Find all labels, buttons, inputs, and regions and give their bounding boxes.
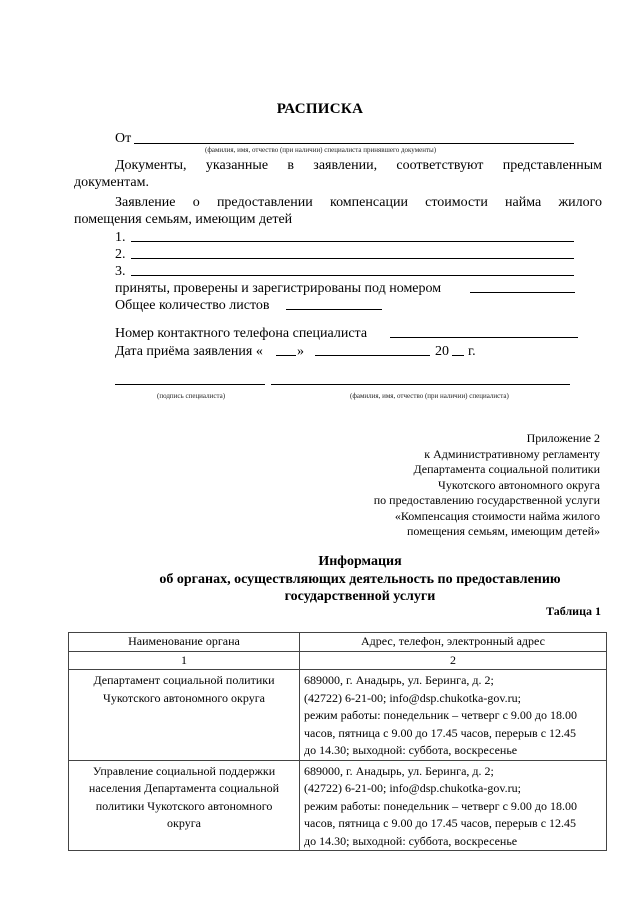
date-day-line[interactable] xyxy=(276,355,296,356)
table-header-row xyxy=(69,633,607,652)
col2-header: Адрес, телефон, электронный адрес xyxy=(300,633,607,652)
receipt-title: РАСПИСКА xyxy=(276,101,364,117)
info-heading-2: об органах, осуществляющих деятельность по предоставлению xyxy=(159,572,561,587)
item-1-line[interactable] xyxy=(131,241,574,242)
specialist-name-hint: (фамилия, имя, отчество (при наличии) специалиста) xyxy=(350,392,509,400)
agencies-table xyxy=(68,632,607,851)
address-line[interactable]: (42722) 6-21-00; info@dsp.chukotka-gov.ru; xyxy=(304,690,521,705)
appendix-line: Департамента социальной политики xyxy=(413,462,600,476)
item-1-label: 1. xyxy=(115,230,126,245)
date-year-prefix: 20 xyxy=(435,344,449,359)
agency-name-cell xyxy=(69,760,300,851)
address-line: до 14.30; выходной: суббота, воскресенье xyxy=(304,743,518,757)
agency-name-line: округа xyxy=(167,816,201,830)
appendix-line: «Компенсация стоимости найма жилого xyxy=(394,508,600,523)
registered-label: приняты, проверены и зарегистрированы под номером xyxy=(115,281,442,296)
address-line: режим работы: понедельник – четверг с 9.00 до 18.00 xyxy=(304,708,578,722)
date-label: Дата приёма заявления « xyxy=(115,344,263,359)
appendix-line: Чукотского автономного округа xyxy=(438,477,600,492)
agency-name-line: населения Департамента социальной xyxy=(88,781,280,795)
agency-address-cell xyxy=(300,760,607,851)
address-line: 689000, г. Анадырь, ул. Беринга, д. 2; xyxy=(304,763,494,778)
appendix-line: Приложение 2 xyxy=(526,431,600,445)
col1-number: 1 xyxy=(69,651,300,670)
col2-number: 2 xyxy=(300,651,607,670)
agency-address-cell xyxy=(300,670,607,761)
appendix-line: по предоставлению государственной услуги xyxy=(373,493,600,507)
signature-hint: (подпись специалиста) xyxy=(157,392,226,400)
date-suffix: г. xyxy=(468,344,476,359)
table-row xyxy=(69,760,607,851)
item-3-line[interactable] xyxy=(131,275,574,276)
address-line: часов, пятница с 9.00 до 17.45 часов, перерыв с 12.45 xyxy=(304,816,577,830)
application-paragraph-line2: помещения семьям, имеющим детей xyxy=(74,212,293,227)
sheets-count-line[interactable] xyxy=(286,309,382,310)
table-number-row xyxy=(69,651,607,670)
registration-number-line[interactable] xyxy=(470,292,575,293)
date-year-line[interactable] xyxy=(452,355,464,356)
address-line: часов, пятница с 9.00 до 17.45 часов, перерыв с 12.45 xyxy=(304,725,577,740)
docs-paragraph-line2: документам. xyxy=(74,175,149,190)
info-heading-1: Информация xyxy=(318,554,402,569)
appendix-line: к Административному регламенту xyxy=(424,446,600,461)
agency-name-cell xyxy=(69,670,300,761)
docs-paragraph-line1: Документы, указанные в заявлении, соответствуют представленным xyxy=(115,158,602,173)
item-3-label: 3. xyxy=(115,264,126,279)
sheets-label: Общее количество листов xyxy=(115,298,270,313)
signature-line[interactable] xyxy=(115,384,265,385)
agency-name-line: Управление социальной поддержки xyxy=(92,763,276,778)
address-line: 689000, г. Анадырь, ул. Беринга, д. 2; xyxy=(304,673,494,687)
col1-header: Наименование органа xyxy=(69,633,300,652)
from-label: От xyxy=(115,131,132,146)
address-line[interactable]: (42722) 6-21-00; info@dsp.chukotka-gov.ru; xyxy=(304,781,521,795)
specialist-name-line[interactable] xyxy=(271,384,570,385)
item-2-label: 2. xyxy=(115,247,126,262)
agency-name-line: Чукотского автономного округа xyxy=(103,690,265,705)
date-close-quote: » xyxy=(297,344,304,359)
table-label: Таблица 1 xyxy=(546,604,601,618)
agency-name-line: Департамент социальной политики xyxy=(93,673,275,687)
phone-label: Номер контактного телефона специалиста xyxy=(115,326,368,341)
appendix-block xyxy=(374,431,600,540)
address-line: режим работы: понедельник – четверг с 9.00 до 18.00 xyxy=(304,798,578,813)
address-line: до 14.30; выходной: суббота, воскресенье xyxy=(304,833,518,848)
from-hint: (фамилия, имя, отчество (при наличии) специалиста принявшего документы) xyxy=(205,146,437,154)
table-row xyxy=(69,670,607,761)
item-2-line[interactable] xyxy=(131,258,574,259)
phone-line[interactable] xyxy=(390,337,578,338)
date-month-line[interactable] xyxy=(315,355,430,356)
info-heading-3: государственной услуги xyxy=(284,589,436,604)
appendix-line: помещения семьям, имеющим детей» xyxy=(406,524,600,538)
agency-name-line: политики Чукотского автономного xyxy=(95,798,273,813)
application-paragraph-line1: Заявление о предоставлении компенсации стоимости найма жилого xyxy=(115,195,602,210)
from-blank-line[interactable] xyxy=(134,143,574,144)
